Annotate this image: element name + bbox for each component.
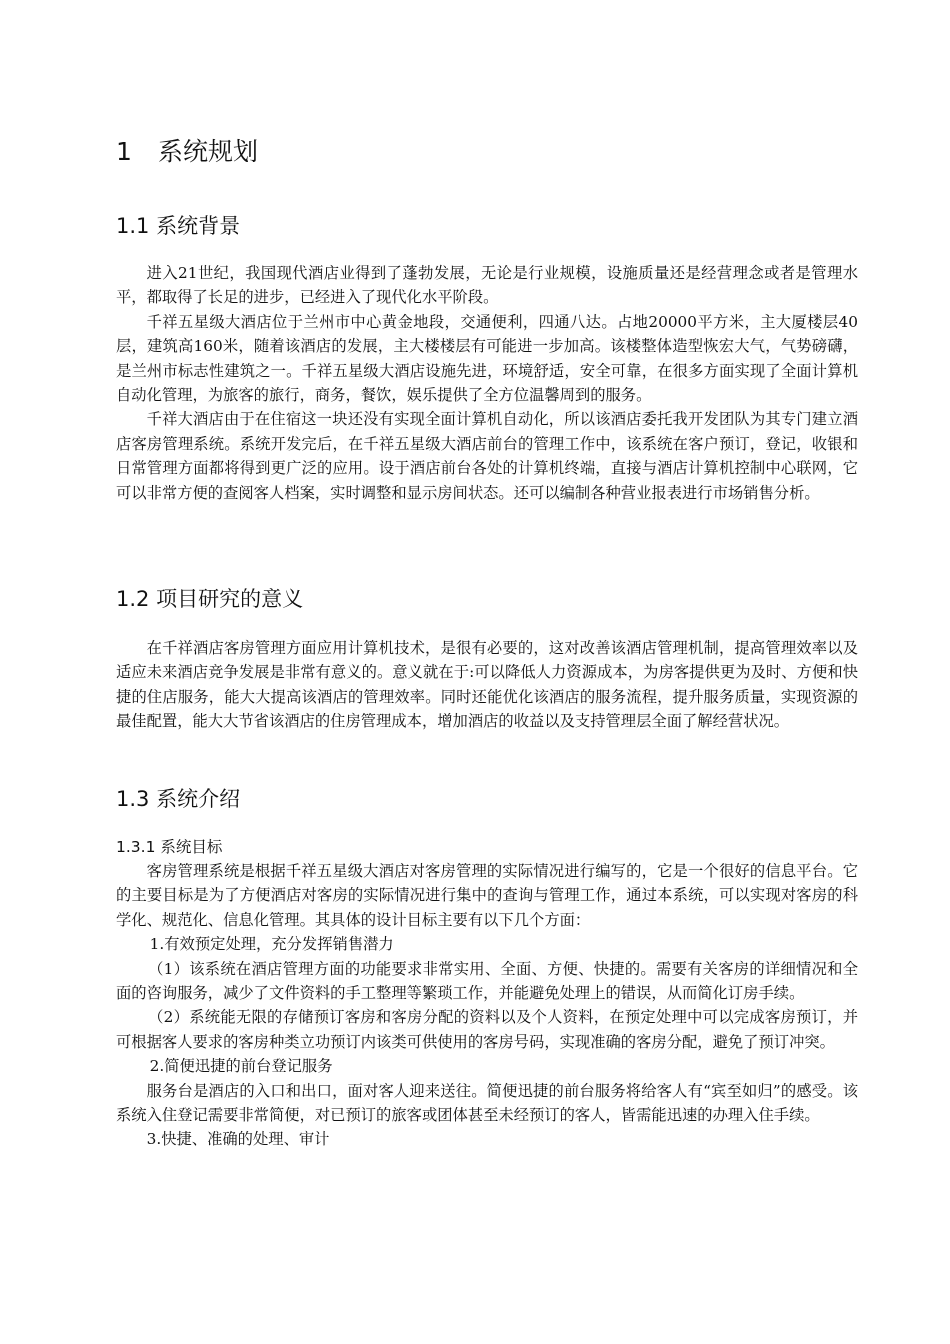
list-item-heading: 2.简便迅捷的前台登记服务 [149,1057,333,1076]
section-heading-1-1: 1.1 系统背景 [116,214,241,238]
paragraph: 在千祥酒店客房管理方面应用计算机技术，是很有必要的，这对改善该酒店管理机制，提高管理效率以及适应未来酒店竞争发展是非常有意义的。意义就在于:可以降低人力资源成本，为房客提供更为及时、方便和快捷的住店服务，能大大提高该酒店的管理效率。同时还能优化该酒店的服务流程，提升服务质量，实现资源的最佳配置，能大大节省该酒店的住房管理成本，增加酒店的收益以及支持管理层全面了解经营状况。 [116,639,858,731]
section-body-1-3 [116,859,858,1152]
paragraph: 进入21世纪，我国现代酒店业得到了蓬勃发展，无论是行业规模，设施质量还是经营理念或者是管理水平，都取得了长足的进步，已经进入了现代化水平阶段。 [116,264,858,307]
paragraph: 客房管理系统是根据千祥五星级大酒店对客房管理的实际情况进行编写的，它是一个很好的信息平台。它的主要目标是为了方便酒店对客房的实际情况进行集中的查询与管理工作，通过本系统，可以实现对客房的科学化、规范化、信息化管理。其具体的设计目标主要有以下几个方面： [116,862,858,929]
section-body-1-1 [116,261,858,505]
chapter-title: 系统规划 [158,137,259,166]
subsection-heading-1-3-1: 1.3.1 系统目标 [116,838,223,856]
list-item-heading: 1.有效预定处理，充分发挥销售潜力 [149,935,394,954]
chapter-number: 1 [116,137,132,166]
list-item-heading: 3.快捷、准确的处理、审计 [146,1130,330,1149]
chapter-heading [116,134,258,170]
section-heading-1-2: 1.2 项目研究的意义 [116,587,304,611]
paragraph: （1）该系统在酒店管理方面的功能要求非常实用、全面、方便、快捷的。需要有关客房的详细情况和全面的咨询服务，减少了文件资料的手工整理等繁琐工作，并能避免处理上的错误，从而简化订房手续。 [116,959,858,1003]
paragraph: 服务台是酒店的入口和出口，面对客人迎来送往。简便迅捷的前台服务将给客人有“宾至如归”的感受。该系统入住登记需要非常简便，对已预订的旅客或团体甚至未经预订的客人，皆需能迅速的办理入住手续。 [116,1081,858,1125]
paragraph: 千祥大酒店由于在住宿这一块还没有实现全面计算机自动化，所以该酒店委托我开发团队为其专门建立酒店客房管理系统。系统开发完后，在千祥五星级大酒店前台的管理工作中，该系统在客户预订，登记，收银和日常管理方面都将得到更广泛的应用。设于酒店前台各处的计算机终端，直接与酒店计算机控制中心联网，它可以非常方便的查阅客人档案，实时调整和显示房间状态。还可以编制各种营业报表进行市场销售分析。 [116,410,858,502]
section-body-1-2 [116,636,858,734]
paragraph: （2）系统能无限的存储预订客房和客房分配的资料以及个人资料，在预定处理中可以完成客房预订，并可根据客人要求的客房种类立功预订内该类可供使用的客房号码，实现准确的客房分配，避免了预订冲突。 [116,1008,858,1051]
paragraph: 千祥五星级大酒店位于兰州市中心黄金地段，交通便利，四通八达。占地20000平方米，主大厦楼层40层，建筑高160米，随着该酒店的发展，主大楼楼层有可能进一步加高。该楼整体造型恢宏大气，气势磅礴，是兰州市标志性建筑之一。千祥五星级大酒店设施先进，环境舒适，安全可靠，在很多方面实现了全面计算机自动化管理，为旅客的旅行，商务，餐饮，娱乐提供了全方位温馨周到的服务。 [116,312,858,405]
section-heading-1-3: 1.3 系统介绍 [116,787,241,811]
